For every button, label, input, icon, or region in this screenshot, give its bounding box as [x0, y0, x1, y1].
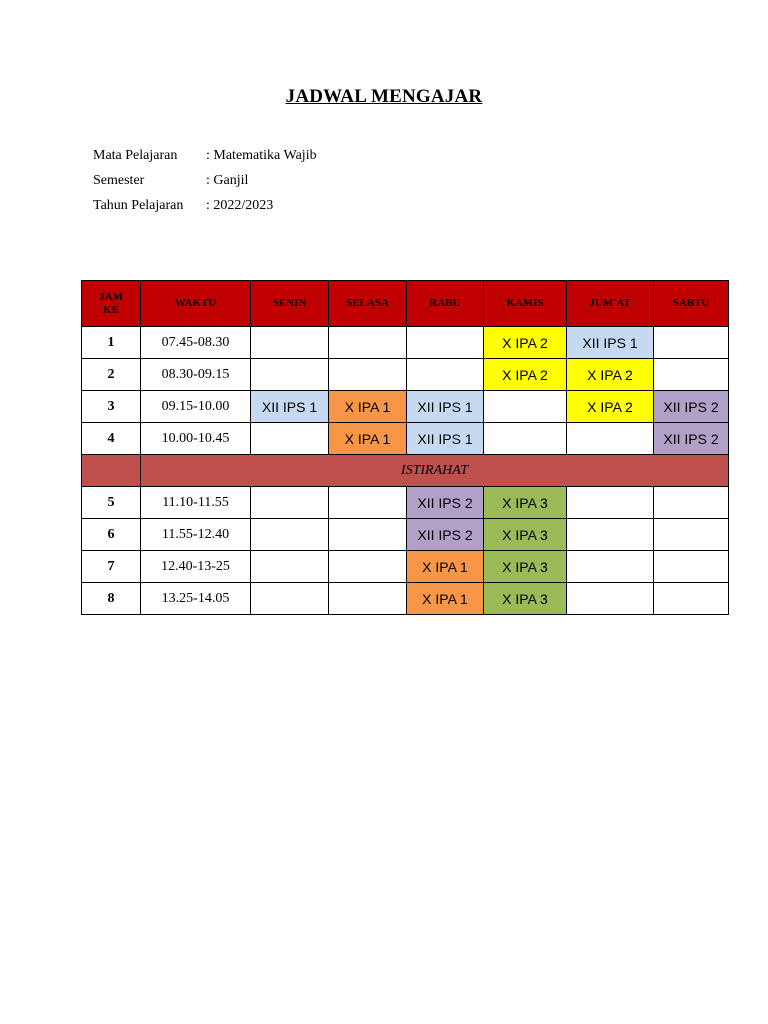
cell-senin: XII IPS 1: [251, 391, 329, 423]
table-row: [82, 391, 729, 423]
table-row: [82, 359, 729, 391]
cell-waktu: 08.30-09.15: [141, 359, 251, 391]
cell-kamis: [484, 423, 567, 455]
table-row: [82, 551, 729, 583]
cell-senin: [251, 551, 329, 583]
info-label-semester: Semester: [93, 173, 145, 188]
cell-senin: [251, 423, 329, 455]
schedule-body: [82, 327, 729, 615]
cell-waktu: 09.15-10.00: [141, 391, 251, 423]
info-row-year: [93, 198, 317, 223]
cell-jumat: [567, 423, 654, 455]
header-row: [82, 281, 729, 327]
cell-waktu: 11.55-12.40: [141, 519, 251, 551]
cell-jam: 5: [82, 487, 141, 519]
cell-jam: 4: [82, 423, 141, 455]
cell-senin: [251, 327, 329, 359]
cell-sabtu: [654, 583, 729, 615]
info-value-subject: : Matematika Wajib: [206, 148, 317, 163]
cell-jumat: [567, 583, 654, 615]
cell-rabu: X IPA 1: [407, 583, 484, 615]
cell-kamis: X IPA 3: [484, 487, 567, 519]
header-selasa: SELASA: [329, 281, 407, 327]
cell-selasa: [329, 551, 407, 583]
cell-jumat: [567, 519, 654, 551]
header-sabtu: SABTU: [654, 281, 729, 327]
header-senin: SENIN: [251, 281, 329, 327]
cell-waktu: 11.10-11.55: [141, 487, 251, 519]
cell-selasa: X IPA 1: [329, 391, 407, 423]
break-label: ISTIRAHAT: [141, 455, 729, 487]
cell-jam: 3: [82, 391, 141, 423]
info-value-semester: : Ganjil: [206, 173, 249, 188]
header-kamis: KAMIS: [484, 281, 567, 327]
cell-waktu: 10.00-10.45: [141, 423, 251, 455]
cell-rabu: XII IPS 2: [407, 519, 484, 551]
table-row: [82, 583, 729, 615]
cell-rabu: XII IPS 1: [407, 391, 484, 423]
info-row-semester: [93, 173, 317, 198]
cell-jam: 7: [82, 551, 141, 583]
cell-kamis: X IPA 3: [484, 551, 567, 583]
info-row-subject: [93, 148, 317, 173]
cell-senin: [251, 487, 329, 519]
header-rabu: RABU: [407, 281, 484, 327]
info-label-year: Tahun Pelajaran: [93, 198, 184, 213]
cell-rabu: [407, 359, 484, 391]
cell-jumat: X IPA 2: [567, 359, 654, 391]
break-row: [82, 455, 729, 487]
cell-kamis: [484, 391, 567, 423]
cell-kamis: X IPA 3: [484, 519, 567, 551]
cell-waktu: 07.45-08.30: [141, 327, 251, 359]
cell-selasa: [329, 519, 407, 551]
cell-jam: 8: [82, 583, 141, 615]
cell-rabu: X IPA 1: [407, 551, 484, 583]
cell-jumat: X IPA 2: [567, 391, 654, 423]
cell-rabu: XII IPS 1: [407, 423, 484, 455]
cell-jam: 2: [82, 359, 141, 391]
table-row: [82, 519, 729, 551]
cell-sabtu: [654, 327, 729, 359]
cell-rabu: XII IPS 2: [407, 487, 484, 519]
cell-jumat: [567, 487, 654, 519]
cell-sabtu: XII IPS 2: [654, 391, 729, 423]
cell-senin: [251, 583, 329, 615]
info-block: [93, 148, 317, 223]
cell-rabu: [407, 327, 484, 359]
cell-kamis: X IPA 2: [484, 359, 567, 391]
cell-waktu: 13.25-14.05: [141, 583, 251, 615]
cell-jumat: XII IPS 1: [567, 327, 654, 359]
cell-kamis: X IPA 3: [484, 583, 567, 615]
cell-sabtu: XII IPS 2: [654, 423, 729, 455]
cell-selasa: X IPA 1: [329, 423, 407, 455]
schedule-table: [81, 280, 729, 615]
cell-jumat: [567, 551, 654, 583]
header-jam: JAM KE: [82, 281, 141, 327]
cell-sabtu: [654, 519, 729, 551]
cell-senin: [251, 519, 329, 551]
cell-sabtu: [654, 487, 729, 519]
cell-selasa: [329, 487, 407, 519]
break-cell-jam: [82, 455, 141, 487]
cell-jam: 6: [82, 519, 141, 551]
table-row: [82, 423, 729, 455]
info-label-subject: Mata Pelajaran: [93, 148, 178, 163]
cell-selasa: [329, 327, 407, 359]
page-title: JADWAL MENGAJAR: [285, 86, 483, 107]
cell-sabtu: [654, 359, 729, 391]
cell-waktu: 12.40-13-25: [141, 551, 251, 583]
cell-jam: 1: [82, 327, 141, 359]
cell-senin: [251, 359, 329, 391]
header-waktu: WAKTU: [141, 281, 251, 327]
cell-kamis: X IPA 2: [484, 327, 567, 359]
cell-selasa: [329, 583, 407, 615]
table-row: [82, 487, 729, 519]
info-value-year: : 2022/2023: [206, 198, 274, 213]
table-row: [82, 327, 729, 359]
cell-selasa: [329, 359, 407, 391]
cell-sabtu: [654, 551, 729, 583]
header-jumat: JUM'AT: [567, 281, 654, 327]
